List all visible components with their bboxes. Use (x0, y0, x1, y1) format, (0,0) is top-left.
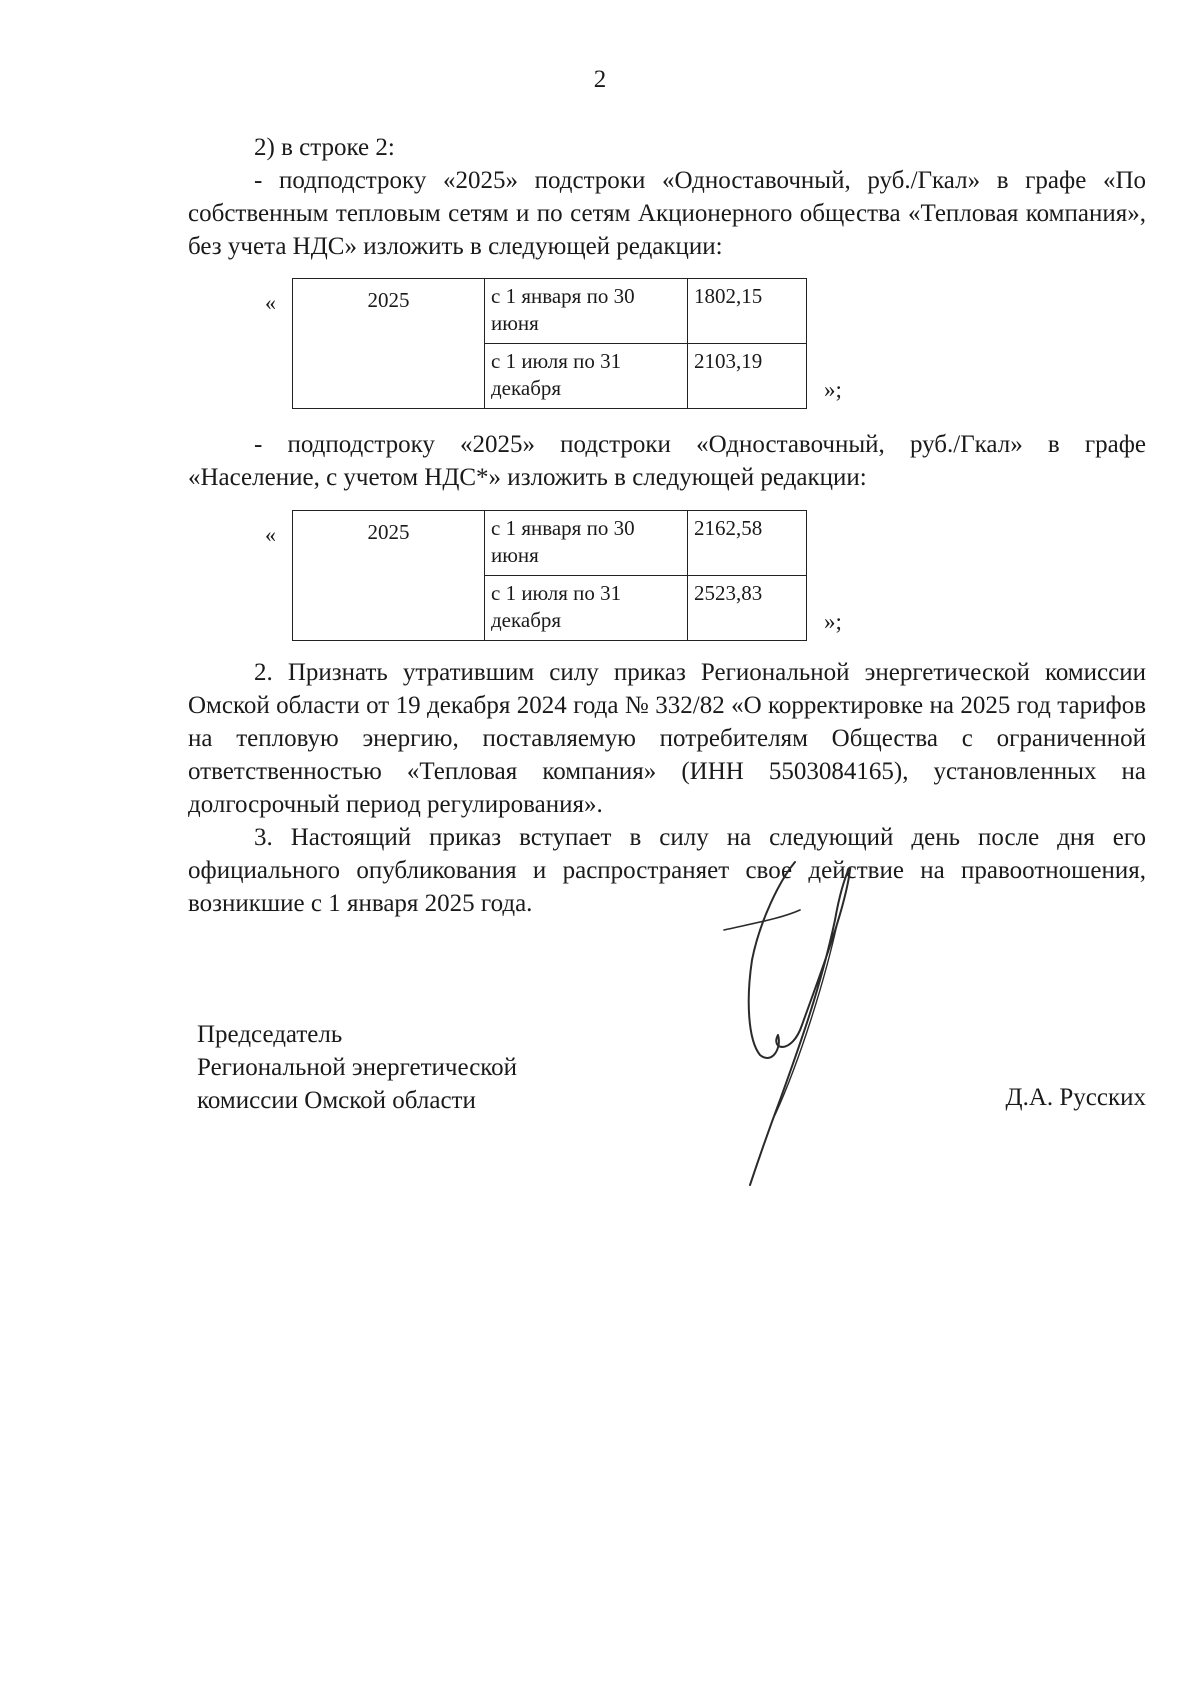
table-row (293, 511, 807, 576)
tariff-value-cell: 2162,58 (688, 511, 807, 576)
signer-title-line: Региональной энергетической (197, 1054, 518, 1081)
amendment-intro (188, 131, 1146, 263)
tariff-table-without-vat (292, 278, 807, 409)
tariff-value-cell: 2523,83 (688, 576, 807, 641)
clause-3-effective-date: 3. Настоящий приказ вступает в силу на следующий день после дня его официального опубликования и распространяет свое действие на правоотношения, возникшие с 1 января 2025 года. (188, 824, 1146, 917)
signer-title-line: Председатель (197, 1021, 343, 1048)
paragraph-subline-population: - подподстроку «2025» подстроки «Одноставочный, руб./Гкал» в графе «Население, с учетом НДС*» изложить в следующей редакции: (188, 431, 1146, 491)
page-number: 2 (593, 66, 607, 93)
signer-name: Д.А. Русских (1005, 1084, 1146, 1111)
tariff-value-cell: 2103,19 (688, 344, 807, 409)
order-clauses (188, 656, 1146, 920)
signer-title (197, 1018, 517, 1117)
year-cell: 2025 (293, 511, 485, 641)
handwritten-signature (720, 850, 880, 1190)
quote-open-2: « (265, 522, 276, 547)
table-row (293, 279, 807, 344)
clause-2-repeal: 2. Признать утратившим силу приказ Региональной энергетической комиссии Омской области от 19 декабря 2024 года № 332/82 «О корректировке на 2025 год тарифов на тепловую энергию, поставляемую потребителям Общества с ограниченной ответственностью «Тепловая компания» (ИНН 5503084165), установленных на долгосрочный период регулирования». (188, 659, 1146, 818)
period-cell: с 1 января по 30 июня (485, 279, 688, 344)
period-cell: с 1 июля по 31 декабря (485, 576, 688, 641)
tariff-table-population-with-vat (292, 510, 807, 641)
year-cell: 2025 (293, 279, 485, 409)
tariff-value-cell: 1802,15 (688, 279, 807, 344)
paragraph-subline-own-networks: - подподстроку «2025» подстроки «Одноставочный, руб./Гкал» в графе «По собственным тепловым сетям и по сетям Акционерного общества «Тепловая компания», без учета НДС» изложить в следующей редакции: (188, 167, 1146, 260)
signer-title-line: комиссии Омской области (197, 1087, 476, 1114)
period-cell: с 1 июля по 31 декабря (485, 344, 688, 409)
quote-close-2: »; (824, 609, 842, 634)
amendment-population (188, 428, 1146, 494)
quote-open-1: « (265, 290, 276, 315)
quote-close-1: »; (824, 377, 842, 402)
period-cell: с 1 января по 30 июня (485, 511, 688, 576)
paragraph-row-2: 2) в строке 2: (254, 134, 395, 161)
